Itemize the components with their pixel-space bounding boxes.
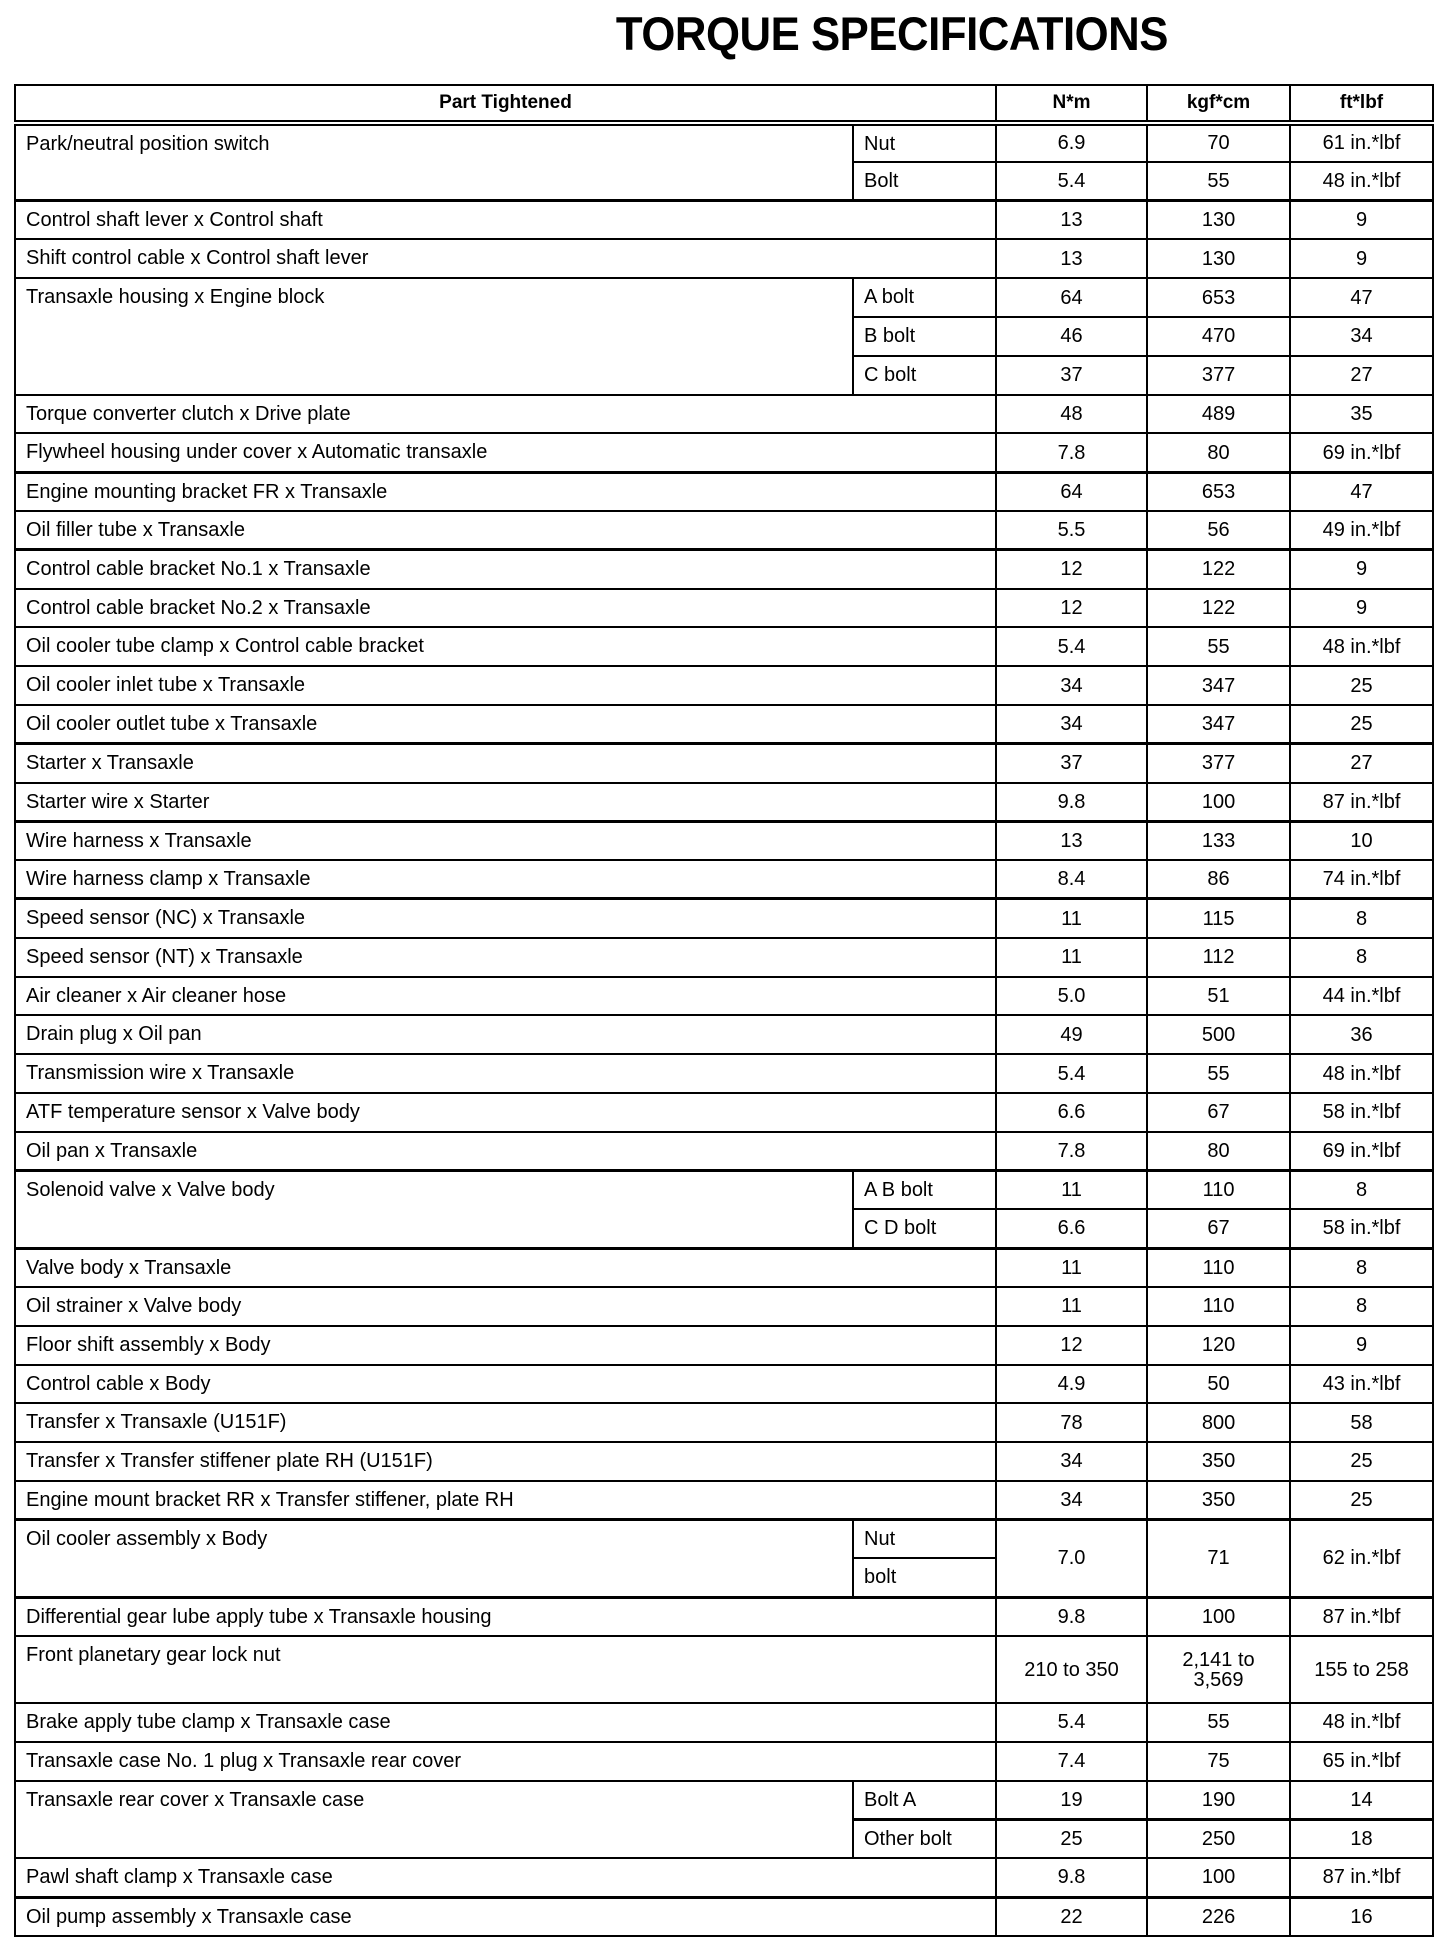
value-nm: 37: [996, 744, 1147, 783]
value-nm: 22: [996, 1897, 1147, 1936]
header-ft-lbf: ft*lbf: [1290, 85, 1433, 123]
value-ft-lbf: 43 in.*lbf: [1290, 1365, 1433, 1404]
fastener-label: Other bolt: [853, 1819, 996, 1858]
part-name: Brake apply tube clamp x Transaxle case: [15, 1703, 996, 1742]
value-ft-lbf: 44 in.*lbf: [1290, 977, 1433, 1016]
part-name: Front planetary gear lock nut: [15, 1636, 996, 1703]
value-kgf-cm: 55: [1147, 162, 1290, 201]
value-kgf-cm: 110: [1147, 1248, 1290, 1287]
value-ft-lbf: 8: [1290, 899, 1433, 938]
value-kgf-cm: 51: [1147, 977, 1290, 1016]
value-ft-lbf: 27: [1290, 356, 1433, 395]
value-ft-lbf: 62 in.*lbf: [1290, 1520, 1433, 1598]
value-ft-lbf: 58: [1290, 1403, 1433, 1442]
value-kgf-cm: 489: [1147, 395, 1290, 434]
fastener-label: Nut: [853, 123, 996, 162]
value-ft-lbf: 36: [1290, 1015, 1433, 1054]
value-nm: 6.6: [996, 1209, 1147, 1248]
value-kgf-cm: 120: [1147, 1326, 1290, 1365]
value-kgf-cm: 55: [1147, 1054, 1290, 1093]
part-name: Wire harness clamp x Transaxle: [15, 860, 996, 899]
part-name: Wire harness x Transaxle: [15, 821, 996, 860]
value-ft-lbf: 47: [1290, 278, 1433, 317]
table-row: [15, 1597, 1433, 1636]
value-ft-lbf: 9: [1290, 550, 1433, 589]
value-nm: 6.6: [996, 1093, 1147, 1132]
table-row: [15, 977, 1433, 1016]
value-ft-lbf: 69 in.*lbf: [1290, 433, 1433, 472]
value-kgf-cm: 800: [1147, 1403, 1290, 1442]
value-nm: 7.0: [996, 1520, 1147, 1598]
part-name: Starter wire x Starter: [15, 783, 996, 822]
value-nm: 64: [996, 472, 1147, 511]
value-nm: 34: [996, 1481, 1147, 1520]
value-nm: 7.8: [996, 433, 1147, 472]
part-name: Transaxle housing x Engine block: [15, 278, 853, 394]
part-name: Engine mount bracket RR x Transfer stiffener, plate RH: [15, 1481, 996, 1520]
part-name: Oil cooler outlet tube x Transaxle: [15, 705, 996, 744]
table-row: [15, 1326, 1433, 1365]
value-kgf-cm: 226: [1147, 1897, 1290, 1936]
value-ft-lbf: 34: [1290, 317, 1433, 356]
part-name: Oil cooler tube clamp x Control cable bracket: [15, 627, 996, 666]
value-nm: 11: [996, 1171, 1147, 1210]
value-kgf-cm: 100: [1147, 1597, 1290, 1636]
value-nm: 19: [996, 1781, 1147, 1820]
value-ft-lbf: 49 in.*lbf: [1290, 511, 1433, 550]
page-title: TORQUE SPECIFICATIONS: [615, 7, 1168, 60]
value-kgf-cm: 56: [1147, 511, 1290, 550]
value-kgf-cm: 80: [1147, 433, 1290, 472]
value-kgf-cm: 67: [1147, 1093, 1290, 1132]
table-row: [15, 821, 1433, 860]
table-row: [15, 1132, 1433, 1171]
value-nm: 37: [996, 356, 1147, 395]
value-ft-lbf: 9: [1290, 201, 1433, 240]
part-name: Floor shift assembly x Body: [15, 1326, 996, 1365]
value-ft-lbf: 65 in.*lbf: [1290, 1742, 1433, 1781]
value-kgf-cm: 130: [1147, 201, 1290, 240]
value-kgf-cm: 80: [1147, 1132, 1290, 1171]
value-ft-lbf: 48 in.*lbf: [1290, 627, 1433, 666]
value-kgf-cm: 100: [1147, 1858, 1290, 1897]
part-name: Transaxle rear cover x Transaxle case: [15, 1781, 853, 1859]
header-row: [15, 85, 1433, 123]
table-row: [15, 278, 1433, 317]
table-row: [15, 1703, 1433, 1742]
table-row: [15, 1054, 1433, 1093]
value-kgf-cm: 470: [1147, 317, 1290, 356]
table-row: [15, 1897, 1433, 1936]
value-ft-lbf: 18: [1290, 1819, 1433, 1858]
part-name: Drain plug x Oil pan: [15, 1015, 996, 1054]
value-nm: 5.5: [996, 511, 1147, 550]
header-part-tightened: Part Tightened: [15, 85, 996, 123]
value-ft-lbf: 155 to 258: [1290, 1636, 1433, 1703]
table-row: [15, 783, 1433, 822]
value-nm: 13: [996, 239, 1147, 278]
value-nm: 9.8: [996, 783, 1147, 822]
value-nm: 13: [996, 201, 1147, 240]
value-ft-lbf: 87 in.*lbf: [1290, 1858, 1433, 1897]
value-kgf-cm: 377: [1147, 744, 1290, 783]
value-kgf-cm: 50: [1147, 1365, 1290, 1404]
part-name: Transfer x Transfer stiffener plate RH (U151F): [15, 1442, 996, 1481]
value-ft-lbf: 25: [1290, 705, 1433, 744]
value-nm: 9.8: [996, 1597, 1147, 1636]
value-ft-lbf: 14: [1290, 1781, 1433, 1820]
part-name: Park/neutral position switch: [15, 123, 853, 201]
part-name: Speed sensor (NC) x Transaxle: [15, 899, 996, 938]
value-kgf-cm: 2,141 to 3,569: [1147, 1636, 1290, 1703]
header-kgf-cm: kgf*cm: [1147, 85, 1290, 123]
table-row: [15, 1636, 1433, 1703]
value-ft-lbf: 25: [1290, 1481, 1433, 1520]
part-name: Flywheel housing under cover x Automatic transaxle: [15, 433, 996, 472]
part-name: Oil cooler inlet tube x Transaxle: [15, 666, 996, 705]
value-ft-lbf: 27: [1290, 744, 1433, 783]
fastener-label: Bolt A: [853, 1781, 996, 1820]
value-nm: 11: [996, 899, 1147, 938]
value-kgf-cm: 86: [1147, 860, 1290, 899]
part-name: Control shaft lever x Control shaft: [15, 201, 996, 240]
value-nm: 25: [996, 1819, 1147, 1858]
value-kgf-cm: 122: [1147, 550, 1290, 589]
value-ft-lbf: 10: [1290, 821, 1433, 860]
value-ft-lbf: 8: [1290, 938, 1433, 977]
value-nm: 46: [996, 317, 1147, 356]
value-kgf-cm: 130: [1147, 239, 1290, 278]
value-nm: 48: [996, 395, 1147, 434]
value-kgf-cm: 350: [1147, 1481, 1290, 1520]
value-ft-lbf: 8: [1290, 1287, 1433, 1326]
fastener-label: B bolt: [853, 317, 996, 356]
value-ft-lbf: 48 in.*lbf: [1290, 1054, 1433, 1093]
table-row: [15, 938, 1433, 977]
value-kgf-cm: 377: [1147, 356, 1290, 395]
value-nm: 4.9: [996, 1365, 1147, 1404]
value-ft-lbf: 61 in.*lbf: [1290, 123, 1433, 162]
table-row: [15, 239, 1433, 278]
value-ft-lbf: 87 in.*lbf: [1290, 783, 1433, 822]
part-name: Speed sensor (NT) x Transaxle: [15, 938, 996, 977]
table-row: [15, 705, 1433, 744]
value-nm: 5.4: [996, 1703, 1147, 1742]
part-name: Oil strainer x Valve body: [15, 1287, 996, 1326]
part-name: Oil filler tube x Transaxle: [15, 511, 996, 550]
value-kgf-cm: 250: [1147, 1819, 1290, 1858]
value-ft-lbf: 9: [1290, 1326, 1433, 1365]
value-nm: 8.4: [996, 860, 1147, 899]
value-kgf-cm: 110: [1147, 1171, 1290, 1210]
table-row: [15, 395, 1433, 434]
table-row: [15, 1781, 1433, 1820]
value-kgf-cm: 55: [1147, 627, 1290, 666]
part-name: Transmission wire x Transaxle: [15, 1054, 996, 1093]
value-ft-lbf: 8: [1290, 1248, 1433, 1287]
table-row: [15, 1015, 1433, 1054]
part-name: Valve body x Transaxle: [15, 1248, 996, 1287]
table-row: [15, 860, 1433, 899]
part-name: Control cable x Body: [15, 1365, 996, 1404]
part-name: ATF temperature sensor x Valve body: [15, 1093, 996, 1132]
torque-spec-table: [14, 84, 1434, 1937]
value-nm: 78: [996, 1403, 1147, 1442]
table-row: [15, 1403, 1433, 1442]
table-row: [15, 666, 1433, 705]
value-nm: 5.4: [996, 162, 1147, 201]
part-name: Torque converter clutch x Drive plate: [15, 395, 996, 434]
fastener-label: C bolt: [853, 356, 996, 395]
part-name: Pawl shaft clamp x Transaxle case: [15, 1858, 996, 1897]
value-nm: 11: [996, 1287, 1147, 1326]
fastener-label: bolt: [853, 1558, 996, 1597]
value-kgf-cm: 500: [1147, 1015, 1290, 1054]
value-ft-lbf: 16: [1290, 1897, 1433, 1936]
value-kgf-cm: 347: [1147, 666, 1290, 705]
value-nm: 13: [996, 821, 1147, 860]
value-kgf-cm: 347: [1147, 705, 1290, 744]
part-name: Oil pan x Transaxle: [15, 1132, 996, 1171]
value-kgf-cm: 122: [1147, 589, 1290, 628]
value-nm: 12: [996, 1326, 1147, 1365]
value-ft-lbf: 8: [1290, 1171, 1433, 1210]
part-name: Control cable bracket No.1 x Transaxle: [15, 550, 996, 589]
value-nm: 9.8: [996, 1858, 1147, 1897]
table-row: [15, 1520, 1433, 1559]
value-kgf-cm: 133: [1147, 821, 1290, 860]
value-kgf-cm: 112: [1147, 938, 1290, 977]
part-name: Engine mounting bracket FR x Transaxle: [15, 472, 996, 511]
value-nm: 34: [996, 705, 1147, 744]
table-row: [15, 1287, 1433, 1326]
value-kgf-cm: 67: [1147, 1209, 1290, 1248]
part-name: Starter x Transaxle: [15, 744, 996, 783]
part-name: Transaxle case No. 1 plug x Transaxle rear cover: [15, 1742, 996, 1781]
part-name: Air cleaner x Air cleaner hose: [15, 977, 996, 1016]
table-row: [15, 1442, 1433, 1481]
value-ft-lbf: 9: [1290, 589, 1433, 628]
value-nm: 210 to 350: [996, 1636, 1147, 1703]
table-row: [15, 201, 1433, 240]
value-nm: 11: [996, 1248, 1147, 1287]
part-name: Shift control cable x Control shaft lever: [15, 239, 996, 278]
table-row: [15, 1248, 1433, 1287]
value-ft-lbf: 35: [1290, 395, 1433, 434]
table-row: [15, 589, 1433, 628]
table-row: [15, 550, 1433, 589]
value-ft-lbf: 58 in.*lbf: [1290, 1093, 1433, 1132]
value-nm: 34: [996, 1442, 1147, 1481]
table-row: [15, 511, 1433, 550]
fastener-label: A B bolt: [853, 1171, 996, 1210]
part-name: Solenoid valve x Valve body: [15, 1171, 853, 1249]
table-row: [15, 899, 1433, 938]
value-nm: 7.8: [996, 1132, 1147, 1171]
value-kgf-cm: 70: [1147, 123, 1290, 162]
part-name: Transfer x Transaxle (U151F): [15, 1403, 996, 1442]
value-ft-lbf: 74 in.*lbf: [1290, 860, 1433, 899]
value-kgf-cm: 350: [1147, 1442, 1290, 1481]
value-ft-lbf: 48 in.*lbf: [1290, 162, 1433, 201]
value-kgf-cm: 75: [1147, 1742, 1290, 1781]
value-kgf-cm: 653: [1147, 472, 1290, 511]
table-row: [15, 123, 1433, 162]
fastener-label: Nut: [853, 1520, 996, 1559]
part-name: Oil pump assembly x Transaxle case: [15, 1897, 996, 1936]
value-ft-lbf: 25: [1290, 1442, 1433, 1481]
table-row: [15, 1742, 1433, 1781]
value-nm: 11: [996, 938, 1147, 977]
value-nm: 5.4: [996, 1054, 1147, 1093]
value-nm: 34: [996, 666, 1147, 705]
value-kgf-cm: 55: [1147, 1703, 1290, 1742]
value-kgf-cm: 115: [1147, 899, 1290, 938]
value-ft-lbf: 9: [1290, 239, 1433, 278]
value-kgf-cm: 100: [1147, 783, 1290, 822]
value-nm: 6.9: [996, 123, 1147, 162]
value-ft-lbf: 69 in.*lbf: [1290, 1132, 1433, 1171]
table-row: [15, 433, 1433, 472]
table-row: [15, 1481, 1433, 1520]
value-ft-lbf: 58 in.*lbf: [1290, 1209, 1433, 1248]
fastener-label: C D bolt: [853, 1209, 996, 1248]
part-name: Control cable bracket No.2 x Transaxle: [15, 589, 996, 628]
value-nm: 5.4: [996, 627, 1147, 666]
table-row: [15, 472, 1433, 511]
value-kgf-cm: 71: [1147, 1520, 1290, 1598]
fastener-label: A bolt: [853, 278, 996, 317]
value-ft-lbf: 87 in.*lbf: [1290, 1597, 1433, 1636]
value-kgf-cm: 653: [1147, 278, 1290, 317]
table-row: [15, 744, 1433, 783]
value-ft-lbf: 48 in.*lbf: [1290, 1703, 1433, 1742]
header-nm: N*m: [996, 85, 1147, 123]
table-row: [15, 1858, 1433, 1897]
value-nm: 64: [996, 278, 1147, 317]
table-row: [15, 1093, 1433, 1132]
table-row: [15, 627, 1433, 666]
table-row: [15, 1171, 1433, 1210]
value-nm: 12: [996, 589, 1147, 628]
value-nm: 5.0: [996, 977, 1147, 1016]
fastener-label: Bolt: [853, 162, 996, 201]
part-name: Differential gear lube apply tube x Transaxle housing: [15, 1597, 996, 1636]
value-nm: 7.4: [996, 1742, 1147, 1781]
value-kgf-cm: 190: [1147, 1781, 1290, 1820]
part-name: Oil cooler assembly x Body: [15, 1520, 853, 1598]
value-ft-lbf: 47: [1290, 472, 1433, 511]
table-row: [15, 1365, 1433, 1404]
value-ft-lbf: 25: [1290, 666, 1433, 705]
value-nm: 49: [996, 1015, 1147, 1054]
value-kgf-cm: 110: [1147, 1287, 1290, 1326]
value-nm: 12: [996, 550, 1147, 589]
